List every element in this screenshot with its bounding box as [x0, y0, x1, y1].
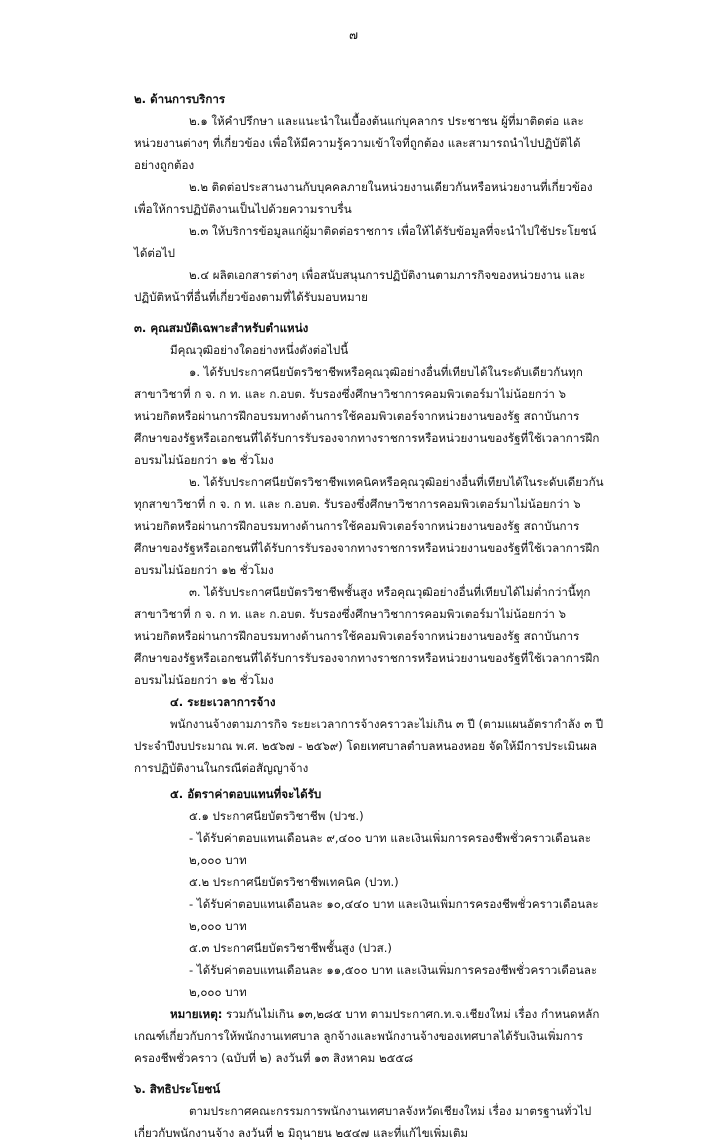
- pay-note: [134, 1003, 604, 1069]
- pay-note-label: หมายเหตุ:: [170, 1007, 223, 1021]
- benefits-text: ตามประกาศคณะกรรมการพนักงานเทศบาลจังหวัดเชียงใหม่ เรื่อง มาตรฐานทั่วไปเกี่ยวกับพนักงานจ้าง ลงวันที่ ๒ มิถุนายน ๒๕๔๗ และที่แก้ไขเพิ่มเติม: [134, 1104, 592, 1140]
- section-heading: ๒. ด้านการบริการ: [134, 92, 226, 106]
- pay-note-text: รวมกันไม่เกิน ๑๓,๒๘๕ บาท ตามประกาศก.ท.จ.เชียงใหม่ เรื่อง กำหนดหลักเกณฑ์เกี่ยวกับการให้พนักงานเทศบาล ลูกจ้างและพนักงานจ้างของเทศบาลได้รับเงินเพิ่มการครองชีพชั่วคราว (ฉบับที่ ๒) ลงวันที่ ๑๓ สิงหาคม ๒๕๕๘: [134, 1007, 600, 1065]
- section-benefits: [134, 1078, 604, 1144]
- qualification-item: ๓. ได้รับประกาศนียบัตรวิชาชีพชั้นสูง หรือคุณวุฒิอย่างอื่นที่เทียบได้ไม่ต่ำกว่านี้ทุกสาขาวิชาที่ ก จ. ก ท. และ ก.อบต. รับรองซึ่งศึกษาวิชาการคอมพิวเตอร์มาไม่น้อยกว่า ๖ หน่วยกิตหรือผ่านการฝึกอบรมทางด้านการใช้คอมพิวเตอร์จากหน่วยงานของรัฐ สถาบันการศึกษาของรัฐหรือเอกชนที่ได้รับการรับรองจากทางราชการหรือหน่วยงานของรัฐที่ใช้เวลาการฝึกอบรมไม่น้อยกว่า ๑๒ ชั่วโมง: [134, 585, 600, 687]
- section-heading: ๓. คุณสมบัติเฉพาะสำหรับตำแหน่ง: [134, 321, 309, 335]
- page-number: ๗: [348, 28, 359, 42]
- section-service: [134, 88, 604, 308]
- section-period: [134, 691, 604, 779]
- section-pay: [134, 783, 604, 1069]
- pay-group-detail: - ได้รับค่าตอบแทนเดือนละ ๑๐,๔๔๐ บาท และเงินเพิ่มการครองชีพชั่วคราวเดือนละ ๒,๐๐๐ บาท: [189, 897, 599, 933]
- section-heading: ๔. ระยะเวลาการจ้าง: [170, 695, 276, 709]
- service-item: ๒.๔ ผลิตเอกสารต่างๆ เพื่อสนับสนุนการปฏิบัติงานตามภารกิจของหน่วยงาน และปฏิบัติหน้าที่อื่นที่เกี่ยวข้องตามที่ได้รับมอบหมาย: [134, 268, 586, 304]
- pay-group-detail: - ได้รับค่าตอบแทนเดือนละ ๙,๔๐๐ บาท และเงินเพิ่มการครองชีพชั่วคราวเดือนละ ๒,๐๐๐ บาท: [189, 831, 591, 867]
- qualification-item: ๒. ได้รับประกาศนียบัตรวิชาชีพเทคนิคหรือคุณวุฒิอย่างอื่นที่เทียบได้ในระดับเดียวกันทุกสาขาวิชาที่ ก จ. ก ท. และ ก.อบต. รับรองซึ่งศึกษาวิชาการคอมพิวเตอร์มาไม่น้อยกว่า ๖ หน่วยกิตหรือผ่านการฝึกอบรมทางด้านการใช้คอมพิวเตอร์จากหน่วยงานของรัฐ สถาบันการศึกษาของรัฐหรือเอกชนที่ได้รับการรับรองจากทางราชการหรือหน่วยงานของรัฐที่ใช้เวลาการฝึกอบรมไม่น้อยกว่า ๑๒ ชั่วโมง: [134, 475, 604, 577]
- pay-group-detail: - ได้รับค่าตอบแทนเดือนละ ๑๑,๕๐๐ บาท และเงินเพิ่มการครองชีพชั่วคราวเดือนละ ๒,๐๐๐ บาท: [189, 963, 598, 999]
- qualification-item: ๑. ได้รับประกาศนียบัตรวิชาชีพหรือคุณวุฒิอย่างอื่นที่เทียบได้ในระดับเดียวกันทุกสาขาวิชาที่ ก จ. ก ท. และ ก.อบต. รับรองซึ่งศึกษาวิชาการคอมพิวเตอร์มาไม่น้อยกว่า ๖ หน่วยกิตหรือผ่านการฝึกอบรมทางด้านการใช้คอมพิวเตอร์จากหน่วยงานของรัฐ สถาบันการศึกษาของรัฐหรือเอกชนที่ได้รับการรับรองจากทางราชการหรือหน่วยงานของรัฐที่ใช้เวลาการฝึกอบรมไม่น้อยกว่า ๑๒ ชั่วโมง: [134, 365, 600, 467]
- pay-group-label: ๕.๑ ประกาศนียบัตรวิชาชีพ (ปวช.): [189, 809, 364, 823]
- qualification-intro: มีคุณวุฒิอย่างใดอย่างหนึ่งดังต่อไปนี้: [170, 343, 349, 357]
- document-body: [134, 88, 604, 1144]
- section-qualification: [134, 317, 604, 691]
- service-item: ๒.๓ ให้บริการข้อมูลแก่ผู้มาติดต่อราชการ เพื่อให้ได้รับข้อมูลที่จะนำไปใช้ประโยชน์ได้ต่อไป: [134, 224, 597, 260]
- period-text: พนักงานจ้างตามภารกิจ ระยะเวลาการจ้างคราวละไม่เกิน ๓ ปี (ตามแผนอัตรากำลัง ๓ ปี ประจำปีงบประมาณ พ.ศ. ๒๕๖๗ - ๒๕๖๙) โดยเทศบาลตำบลหนองหอย จัดให้มีการประเมินผลการปฏิบัติงานในกรณีต่อสัญญาจ้าง: [134, 717, 604, 775]
- pay-group-label: ๕.๒ ประกาศนียบัตรวิชาชีพเทคนิค (ปวท.): [189, 875, 399, 889]
- service-item: ๒.๑ ให้คำปรึกษา และแนะนำในเบื้องต้นแก่บุคลากร ประชาชน ผู้ที่มาติดต่อ และหน่วยงานต่างๆ ที่เกี่ยวข้อง เพื่อให้มีความรู้ความเข้าใจที่ถูกต้อง และสามารถนำไปปฏิบัติได้อย่างถูกต้อง: [134, 114, 584, 172]
- pay-group-label: ๕.๓ ประกาศนียบัตรวิชาชีพชั้นสูง (ปวส.): [189, 941, 392, 955]
- service-item: ๒.๒ ติดต่อประสานงานกับบุคคลภายในหน่วยงานเดียวกันหรือหน่วยงานที่เกี่ยวข้อง เพื่อให้การปฏิบัติงานเป็นไปด้วยความราบรื่น: [134, 180, 593, 216]
- section-heading: ๕. อัตราค่าตอบแทนที่จะได้รับ: [170, 787, 322, 801]
- section-heading: ๖. สิทธิประโยชน์: [134, 1082, 221, 1096]
